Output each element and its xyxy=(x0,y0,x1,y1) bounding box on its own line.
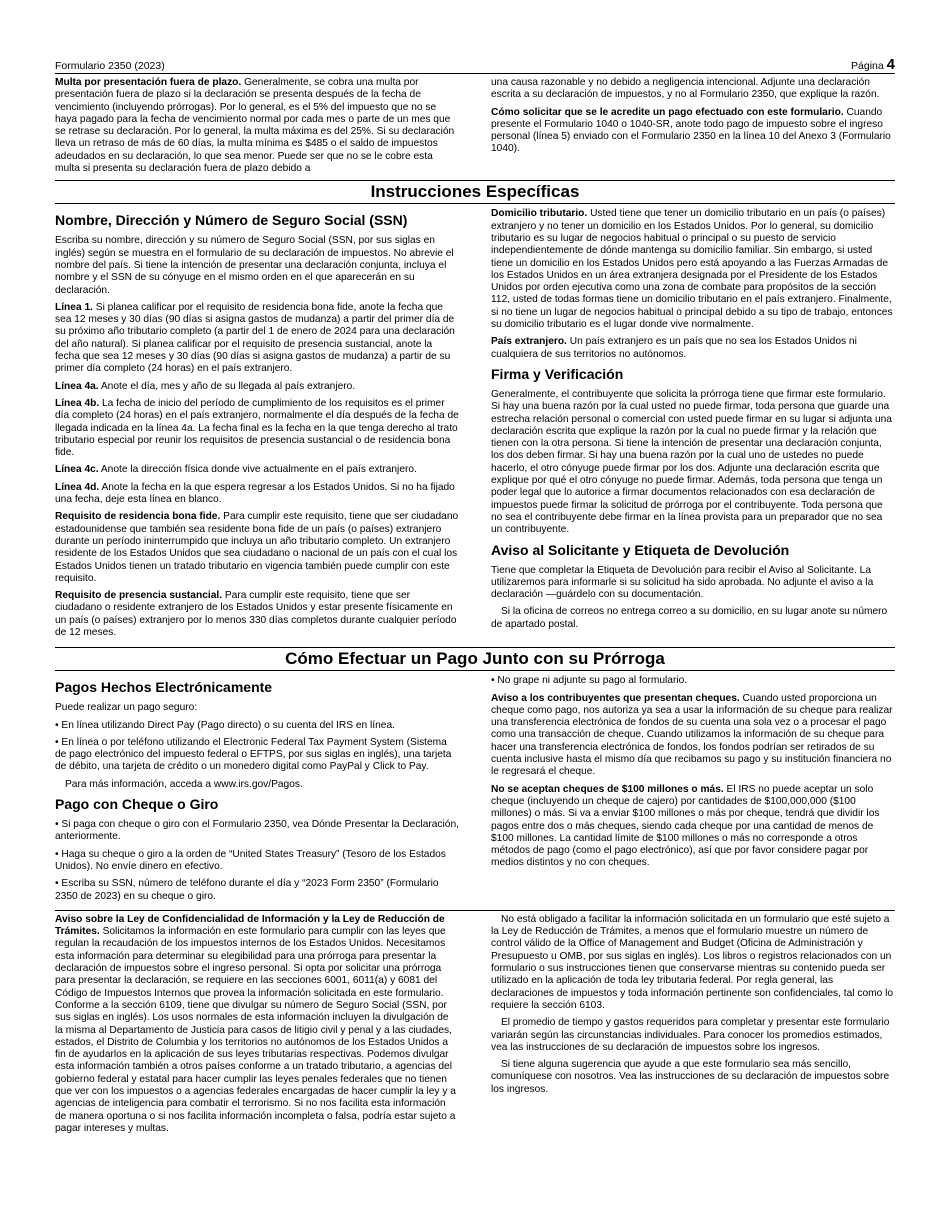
paragraph-text: Para cumplir este requisito, tiene que ser ciudadano estadounidense que también sea residente bona fide de un país (o países) extranjero durante un período ininterrumpido que incluya un año tributario completo. Un extranjero residente de los Estados Unidos que sea ciudadano o nacional de un país con el cual los Estados Unidos tienen un tratado tributario en vigencia también puede cumplir con este requisito. xyxy=(55,511,459,584)
paragraph-text: Tiene que completar la Etiqueta de Devolución para recibir el Aviso al Solicitante. La utilizaremos para informarle si su solicitud ha sido aprobada. No adjunte el aviso a la declaración —guárdelo con su documentación. xyxy=(491,564,874,601)
privacy-right-column xyxy=(491,914,895,1140)
paragraph-text: Anote la fecha en la que espera regresar a los Estados Unidos. Si no ha fijado una fecha, deje esta línea en blanco. xyxy=(55,481,455,506)
paragraph xyxy=(55,511,459,585)
paragraph-text: Si planea calificar por el requisito de residencia bona fide, anote la fecha que sea 12 meses y 30 días (90 días si asigna gastos de mudanza) a partir del primer día de su próximo año tributario completo (a partir del 1 de enero de 2024 para una declaración del año natural). Si planea calificar por el requisito de presencia sustancial, anote la fecha que sea 12 meses y 30 días (90 días si asigna gastos de mudanza) a partir de su primer día completo (24 horas) en el país extranjero. xyxy=(55,301,455,375)
paragraph xyxy=(55,737,459,774)
paragraph xyxy=(55,590,459,639)
paragraph-text: El IRS no puede aceptar un solo cheque (incluyendo un cheque de cajero) por cantidades de $100,000,000 ($100 millones) o más. Si va a enviar $100 millones o más por cheque, tendrá que dividir los pagos entre dos o más cheques, siendo cada cheque por una cantidad de menos de $100 millones. La cantidad límite de $100 millones o más no corresponde a otros métodos de pago (como el pago electrónico), así que por favor considere pagar por medios distintos y no con cheques. xyxy=(491,783,880,869)
check-payment-body xyxy=(55,819,459,903)
paragraph xyxy=(491,565,895,602)
paragraph-text: Cuando usted proporciona un cheque como pago, nos autoriza ya sea a usar la información de su cheque para realizar una transferencia electrónica de fondos de su cuenta una sola vez o a procesar el pago como una transacción de cheque. Cuando utilizamos la información de su cheque para hacer una transferencia electrónica de fondos, los fondos podrían ser retirados de su cuenta inclusive hasta el mismo día que recibamos su pago y su institución financiera no le regresará el cheque. xyxy=(491,692,893,778)
paragraph-lead: Aviso sobre la Ley de Confidencialidad de Información y la Ley de Reducción de Trámites. xyxy=(55,913,445,938)
paragraph-text: Solicitamos la información en este formulario para cumplir con las leyes que regulan la recaudación de los impuestos internos de los Estados Unidos. Necesitamos esta información para determinar su elegibilidad para una prórroga para presentar la declaración de impuestos sobre el ingreso personal. Si opta por solicitar una prórroga para presentar la declaración, se requiere en las secciones 6001, 6011(a) y 6081 del Código de Impuestos Internos que provea la información solicitada en este formulario. Conforme a la sección 6109, tiene que divulgar su número de Seguro Social (SSN, por sus siglas en inglés). Los usos normales de esta información incluyen la divulgación de la misma al Departamento de Justicia para casos de litigio civil y penal y a las ciudades, estados, el Distrito de Columbia y los territorios no autónomos de los Estados Unidos a fin de ayudarlos en la aplicación de sus leyes tributarias respectivas. Podemos divulgar esta información también a otros países conforme a un tratado tributario, a agencias del gobierno federal y estatal para hacer cumplir las leyes penales federales que no tienen que ver con los impuestos o a agencias federales encargadas de hacer cumplir la ley y a agencias de inteligencia para combatir el terrorismo. Si no nos facilita esta información de manera oportuna o si nos facilita información incompleta o falsa, podría estar sujeto a pagar intereses y multas. xyxy=(55,926,456,1134)
paragraph-lead: Domicilio tributario. xyxy=(491,208,588,220)
paragraph-text: • Si paga con cheque o giro con el Formulario 2350, vea Dónde Presentar la Declaración, anteriormente. xyxy=(55,819,459,843)
paragraph-lead: Aviso a los contribuyentes que presentan cheques. xyxy=(491,692,740,704)
paragraph-text: • En línea o por teléfono utilizando el Electronic Federal Tax Payment System (Sistema de pago electrónico del impuesto federal o EFTPS, por sus siglas en inglés), una tarjeta de débito, una tarjeta de crédito o un monedero digital como PayPal y Click to Pay. xyxy=(55,736,452,773)
page-num: 4 xyxy=(886,55,895,73)
privacy-left-column xyxy=(55,914,459,1140)
paragraph xyxy=(55,235,459,296)
paragraph xyxy=(55,878,459,903)
page-label: Página xyxy=(851,59,884,72)
name-address-body xyxy=(55,235,459,639)
paragraph xyxy=(55,77,459,175)
paragraph xyxy=(55,819,459,844)
paragraph xyxy=(491,107,895,156)
page xyxy=(55,54,895,1140)
form-title: Formulario 2350 (2023) xyxy=(55,59,165,72)
paragraph xyxy=(55,849,459,874)
privacy-section xyxy=(55,914,895,1140)
paragraph-text: Para cumplir este requisito, tiene que ser ciudadano o residente extranjero de los Estados Unidos y estar presente físicamente en un país (o países) extranjero por lo menos 330 días completos durante cualquier período de 12 meses. xyxy=(55,590,457,638)
paragraph-lead: Requisito de residencia bona fide. xyxy=(55,511,221,523)
paragraph-text: • Haga su cheque o giro a la orden de “United States Treasury” (Tesoro de los Estados Unidos). No envíe dinero en efectivo. xyxy=(55,848,446,872)
specific-right-column xyxy=(491,208,895,644)
paragraph xyxy=(491,208,895,331)
paragraph xyxy=(491,784,895,870)
electronic-payments-heading: Pagos Hechos Electrónicamente xyxy=(55,679,273,696)
specific-left-column xyxy=(55,208,459,644)
paragraph-lead: Multa por presentación fuera de plazo. xyxy=(55,77,242,88)
paragraph xyxy=(491,675,895,687)
paragraph xyxy=(491,77,895,102)
check-payment-heading: Pago con Cheque o Giro xyxy=(55,796,219,813)
payment-left-column xyxy=(55,675,459,908)
paragraph-lead: No se aceptan cheques de $100 millones o más. xyxy=(491,783,724,795)
notice-body xyxy=(491,565,895,631)
paragraph-text: No está obligado a facilitar la información solicitada en un formulario que esté sujeto a la Ley de Reducción de Trámites, a menos que el formulario muestre un número de control válido de la Office of Management and Budget (Oficina de Administración y Presupuesto u OMB, por sus siglas en inglés). Los libros o registros relacionados con un formulario o sus instrucciones tienen que conservarse mientras su contenido pueda ser utilizado en la aplicación de toda ley tributaria federal. Por regla general, las declaraciones de impuestos y toda información pertinente son confidenciales, tal como lo requiere la sección 6103. xyxy=(491,913,894,1011)
page-number xyxy=(851,55,895,73)
paragraph-text: La fecha de inicio del período de cumplimiento de los requisitos es el primer día completo (24 horas) en el país extranjero, normalmente el día después de la fecha de llegada indicada en la línea 4a. La fecha final es la fecha en la que tenga derecho al trato tributario especial por reunir los requisitos de presencia sustancial o de residencia bona fide. xyxy=(55,397,459,459)
paragraph xyxy=(491,336,895,361)
paragraph-text: • Escriba su SSN, número de teléfono durante el día y “2023 Form 2350” (Formulario 2350 de 2023) en su cheque o giro. xyxy=(55,878,439,902)
paragraph xyxy=(491,693,895,779)
specific-instructions xyxy=(55,208,895,644)
paragraph xyxy=(55,302,459,376)
section-specific-instructions-title: Instrucciones Específicas xyxy=(55,180,895,204)
paragraph-text: Cuando presente el Formulario 1040 o 1040-SR, anote todo pago de impuesto sobre el ingreso personal (línea 5) enviado con el Formulario 2350 en la línea 10 del Anexo 3 (Formulario 1040). xyxy=(491,106,891,155)
paragraph-text: Para más información, acceda a www.irs.gov/Pagos. xyxy=(65,778,303,790)
paragraph-lead: Línea 4d. xyxy=(55,481,100,493)
top-left-column xyxy=(55,77,459,180)
paragraph-text: • En línea utilizando Direct Pay (Pago directo) o su cuenta del IRS en línea. xyxy=(55,719,395,731)
signature-body xyxy=(491,389,895,537)
notice-heading: Aviso al Solicitante y Etiqueta de Devolución xyxy=(491,541,790,558)
paragraph xyxy=(55,779,459,791)
paragraph xyxy=(491,389,895,537)
section-payment-title: Cómo Efectuar un Pago Junto con su Prórroga xyxy=(55,647,895,671)
paragraph xyxy=(55,914,459,1135)
electronic-payments-body xyxy=(55,702,459,791)
top-section xyxy=(55,77,895,180)
paragraph-lead: Línea 4a. xyxy=(55,380,99,392)
paragraph xyxy=(55,702,459,714)
paragraph-text: una causa razonable y no debido a negligencia intencional. Adjunte una declaración escrita a su declaración de impuestos, y no al Formulario 2350, que explique la razón. xyxy=(491,77,880,101)
paragraph-text: Si tiene alguna sugerencia que ayude a que este formulario sea más sencillo, comuníquese con nosotros. Vea las instrucciones de su declaración de impuestos sobre los ingresos. xyxy=(491,1059,890,1095)
paragraph-text: Usted tiene que tener un domicilio tributario en un país (o países) extranjero y no tener un domicilio en los Estados Unidos. Por lo general, su domicilio tributario es su lugar de negocios habitual o principal o su puesto de servicio independientemente de dónde mantenga su domicilio familiar. Sin embargo, si usted tiene un domicilio en los Estados Unidos pero está apoyando a las Fuerzas Armadas de los Estados Unidos en un área extranjera designada por el Presidente de los Estados Unidos por orden ejecutiva como una zona de combate para propósitos de la sección 112, usted de todas formas tiene un domicilio tributario en el país extranjero. Finalmente, si no tiene un lugar de negocios habitual o principal debido a su tipo de trabajo, entonces su domicilio tributario es el lugar donde vive normalmente. xyxy=(491,208,893,331)
paragraph-text: Anote la dirección física donde vive actualmente en el país extranjero. xyxy=(98,464,417,476)
paragraph xyxy=(55,381,459,393)
paragraph-text: • No grape ni adjunte su pago al formulario. xyxy=(491,675,688,687)
paragraph-lead: Requisito de presencia sustancial. xyxy=(55,590,223,602)
paragraph-text: Escriba su nombre, dirección y su número de Seguro Social (SSN, por sus siglas en inglés) según se muestra en el formulario de su declaración de impuestos. No abrevie el nombre del país. Si tiene la intención de presentar una declaración conjunta, incluya el nombre y el SSN de su cónyuge en el mismo orden en el que aparecerán en su declaración. xyxy=(55,235,454,296)
page-header xyxy=(55,54,895,74)
paragraph-text: Puede realizar un pago seguro: xyxy=(55,702,198,714)
divider xyxy=(55,910,895,911)
paragraph xyxy=(491,606,895,631)
paragraph-text: El promedio de tiempo y gastos requeridos para completar y presentar este formulario variarán según las circunstancias individuales. Para conocer los promedios estimados, vea las instrucciones de su declaración de impuestos sobre los ingresos. xyxy=(491,1017,890,1053)
payment-right-column xyxy=(491,675,895,908)
paragraph xyxy=(55,720,459,732)
paragraph-lead: Línea 1. xyxy=(55,301,93,313)
payment-section xyxy=(55,675,895,908)
paragraph-lead: País extranjero. xyxy=(491,336,567,348)
paragraph xyxy=(55,482,459,507)
signature-heading: Firma y Verificación xyxy=(491,365,624,382)
paragraph-lead: Línea 4c. xyxy=(55,464,99,476)
paragraph-text: Si la oficina de correos no entrega correo a su domicilio, en su lugar anote su número de apartado postal. xyxy=(491,606,888,630)
paragraph-text: Anote el día, mes y año de su llegada al país extranjero. xyxy=(98,380,356,392)
paragraph-lead: Línea 4b. xyxy=(55,397,100,409)
name-address-heading: Nombre, Dirección y Número de Seguro Social (SSN) xyxy=(55,212,408,229)
paragraph-lead: Cómo solicitar que se le acredite un pago efectuado con este formulario. xyxy=(491,106,844,118)
paragraph-text: Generalmente, el contribuyente que solicita la prórroga tiene que firmar este formulario. Si hay una buena razón por la cual usted no puede firmar, toda persona que guarde una estrecha relación personal o comercial con usted puede firmar en su lugar si adjunta una declaración escrita que explique la razón por la cual no puede firmar y la relación que tienen con la otra persona. Si tiene la intención de presentar una declaración conjunta, los dos deben firmar. Si hay una buena razón por la cual uno de ustedes no puede hacerlo, el otro cónyuge puede firmar por los dos. Adjunte una declaración escrita que explique por qué el otro cónyuge no puede firmar. Además, toda persona que tenga un poder legal que lo autorice a firmar documentos relacionados con esa declaración de impuestos puede firmar la solicitud de prórroga por el contribuyente. Toda persona que no sea el contribuyente debe firmar en la línea provista para un preparador que no sea un contribuyente. xyxy=(491,388,892,536)
top-right-column xyxy=(491,77,895,180)
paragraph xyxy=(55,464,459,476)
tax-home-body xyxy=(491,208,895,361)
paragraph xyxy=(491,914,895,1012)
paragraph xyxy=(55,398,459,459)
paragraph-text: Generalmente, se cobra una multa por presentación fuera de plazo si la declaración se presenta después de la fecha de vencimiento (incluyendo prórrogas). Por lo general, es el 5% del impuesto que no se haya pagado para la fecha de vencimiento normal por cada mes o parte de un mes que se retrase su declaración. Por lo general, la multa máxima es del 25%. Si su declaración lleva un retraso de más de 60 días, la multa mínima es $485 o el saldo de impuestos adeudados en su declaración, lo que sea menor. Puede ser que no se le cobre esta multa si presenta su declaración fuera de plazo debido a xyxy=(55,77,455,175)
paragraph xyxy=(491,1017,895,1054)
paragraph xyxy=(491,1059,895,1096)
paragraph-text: Un país extranjero es un país que no sea los Estados Unidos ni cualquiera de sus territorios no autónomos. xyxy=(491,336,857,360)
